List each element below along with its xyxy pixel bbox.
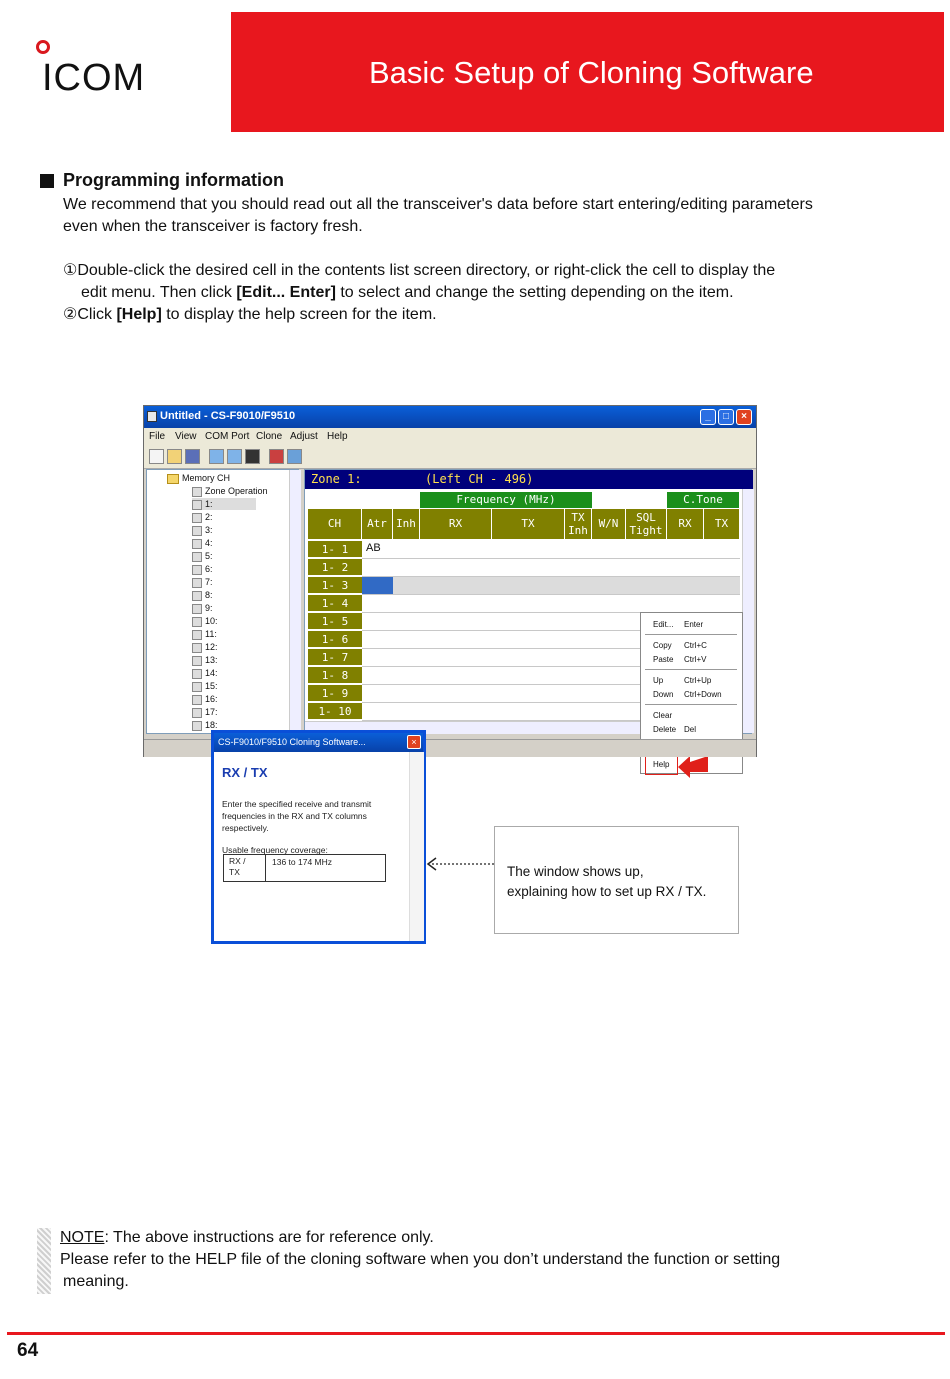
tree-root-label: Memory CH xyxy=(182,473,231,483)
tree-item-label: 17: xyxy=(205,707,218,717)
dialog-title: CS-F9010/F9510 Cloning Software... xyxy=(218,737,366,747)
app-icon xyxy=(147,411,157,422)
menu-help[interactable]: Help xyxy=(327,431,348,442)
step-1-text: Double-click the desired cell in the contents list screen directory, or right-click the cell to display the xyxy=(77,262,776,279)
help-pointer-icon[interactable] xyxy=(287,449,302,464)
menu-label: Up xyxy=(653,676,664,685)
icom-logo xyxy=(34,40,164,100)
tree-zone-operation[interactable] xyxy=(192,485,268,497)
tree-scrollbar[interactable] xyxy=(289,470,301,733)
menu-label: Help xyxy=(653,760,670,769)
maximize-button[interactable]: □ xyxy=(718,409,734,425)
tree-item-label: 5: xyxy=(205,551,213,561)
node-icon xyxy=(192,617,202,627)
tree-item[interactable] xyxy=(192,589,213,601)
menu-label: Delete xyxy=(653,725,677,734)
coverage-column: RX / TX xyxy=(229,856,246,877)
menu-shortcut: Enter xyxy=(684,620,704,629)
dialog-body-2: frequencies in the RX and TX columns xyxy=(222,811,367,821)
section-bullet-icon xyxy=(40,174,54,188)
menu-separator xyxy=(645,634,737,635)
tree-item[interactable] xyxy=(192,550,213,562)
zone-info: (Left CH - 496) xyxy=(425,472,534,486)
node-icon xyxy=(192,643,202,653)
ch-cell[interactable]: 1- 6 xyxy=(308,631,362,648)
node-icon xyxy=(192,695,202,705)
coverage-label: Usable frequency coverage: xyxy=(222,845,328,855)
app-title: Untitled - CS-F9010/F9510 xyxy=(160,410,296,422)
dialog-body-3: respectively. xyxy=(222,823,269,833)
app-titlebar xyxy=(144,406,756,428)
ch-cell[interactable]: 1- 10 xyxy=(308,703,362,720)
app-window-screenshot xyxy=(143,405,757,769)
coverage-table xyxy=(223,854,386,882)
zone-label: Zone 1: xyxy=(311,472,362,486)
callout-line-2: explaining how to set up RX / TX. xyxy=(507,884,707,899)
tree-item[interactable] xyxy=(192,706,218,718)
node-icon xyxy=(192,669,202,679)
tree-item[interactable] xyxy=(192,628,217,640)
callout-line-1: The window shows up, xyxy=(507,864,644,879)
step-2-text-b: to display the help screen for the item. xyxy=(161,306,437,323)
menu-shortcut: Del xyxy=(684,725,697,734)
section-title: Programming information xyxy=(63,170,285,190)
tree-item[interactable] xyxy=(192,615,218,627)
ch-cell[interactable]: 1- 1 xyxy=(308,541,362,558)
ch-cell[interactable]: 1- 2 xyxy=(308,559,362,576)
tree-item[interactable] xyxy=(192,693,218,705)
tree-item-label: 1: xyxy=(205,499,213,509)
menu-up[interactable] xyxy=(653,676,712,685)
atr-value: AB xyxy=(366,542,381,554)
tree-item-label: 13: xyxy=(205,655,218,665)
ch-cell[interactable]: 1- 5 xyxy=(308,613,362,630)
node-icon xyxy=(192,539,202,549)
menu-view[interactable]: View xyxy=(175,431,197,442)
menu-edit-enter[interactable] xyxy=(653,620,704,629)
menu-bar xyxy=(144,428,756,446)
node-icon xyxy=(192,708,202,718)
menu-label: Copy xyxy=(653,641,672,650)
callout-box xyxy=(494,826,739,934)
tree-item-label: 18: xyxy=(205,720,218,730)
tree-item[interactable] xyxy=(192,576,213,588)
intro-line-1: We recommend that you should read out all the transceiver's data before start entering/editing parameters xyxy=(63,196,813,213)
tree-item-label: 11: xyxy=(205,629,217,639)
node-icon xyxy=(192,591,202,601)
page-number: 64 xyxy=(17,1340,39,1361)
ch-cell[interactable]: 1- 3 xyxy=(308,577,362,594)
grid-row[interactable] xyxy=(362,541,740,559)
node-icon xyxy=(192,682,202,692)
callout-text xyxy=(507,862,706,902)
menu-label: Clear xyxy=(653,711,673,720)
grid-row-selected[interactable] xyxy=(362,577,740,595)
dialog-close-button[interactable]: × xyxy=(407,735,421,749)
note-text: : The above instructions are for reference only. xyxy=(104,1229,434,1246)
read-radio-icon[interactable] xyxy=(209,449,224,464)
col-sql-tight[interactable]: SQL Tight xyxy=(626,509,667,539)
tree-item-label: 8: xyxy=(205,590,213,600)
logo-text: ICOM xyxy=(42,57,146,99)
tree-item[interactable] xyxy=(192,680,218,692)
note-line-2: Please refer to the HELP file of the cloning software when you don’t understand the function or setting xyxy=(60,1251,781,1268)
help-dialog xyxy=(211,730,426,944)
tree-item-label: 12: xyxy=(205,642,218,652)
step-2-text-a: Click xyxy=(77,306,117,323)
tree-item[interactable] xyxy=(192,511,213,523)
ch-cell[interactable]: 1- 7 xyxy=(308,649,362,666)
node-icon xyxy=(192,513,202,523)
tree-item[interactable] xyxy=(192,602,213,614)
tree-item-1[interactable] xyxy=(192,498,256,510)
menu-com-port[interactable]: COM Port xyxy=(205,431,250,442)
tool-icon[interactable] xyxy=(269,449,284,464)
new-file-icon[interactable] xyxy=(149,449,164,464)
dialog-body-1: Enter the specified receive and transmit xyxy=(222,799,372,809)
menu-clone[interactable]: Clone xyxy=(256,431,283,442)
dialog-scrollbar[interactable] xyxy=(409,752,424,941)
callout-arrow-icon xyxy=(424,856,496,872)
help-key: [Help] xyxy=(116,306,162,323)
tree-item[interactable] xyxy=(192,524,213,536)
node-icon xyxy=(192,604,202,614)
close-button[interactable]: × xyxy=(736,409,752,425)
node-icon xyxy=(192,656,202,666)
col-tx-inh[interactable]: TX Inh xyxy=(565,509,592,539)
tree-item[interactable] xyxy=(192,563,213,575)
node-icon xyxy=(192,526,202,536)
tree-zone-label: Zone Operation xyxy=(205,486,268,496)
menu-paste[interactable] xyxy=(653,655,707,664)
tree-item[interactable] xyxy=(192,667,218,679)
tree-item-label: 14: xyxy=(205,668,218,678)
red-arrow-icon xyxy=(678,754,710,780)
toolbar xyxy=(144,446,756,469)
note-marker xyxy=(37,1228,51,1294)
menu-down[interactable] xyxy=(653,690,722,699)
note-line-3: meaning. xyxy=(63,1273,129,1290)
node-icon xyxy=(192,552,202,562)
menu-clear[interactable] xyxy=(653,711,672,720)
col-rx[interactable]: RX xyxy=(420,509,492,539)
edit-enter-key: [Edit... Enter] xyxy=(236,284,336,301)
radio-icon[interactable] xyxy=(245,449,260,464)
menu-label: Down xyxy=(653,690,674,699)
tree-item-label: 9: xyxy=(205,603,213,613)
col-tx[interactable]: TX xyxy=(492,509,565,539)
menu-shortcut: Ctrl+V xyxy=(684,655,707,664)
node-icon xyxy=(192,630,202,640)
tree-view[interactable] xyxy=(146,469,299,734)
menu-adjust[interactable]: Adjust xyxy=(290,431,318,442)
col-inh[interactable]: Inh xyxy=(393,509,420,539)
coverage-value: 136 to 174 MHz xyxy=(272,857,333,867)
note-line-1 xyxy=(60,1227,434,1249)
tree-item-label: 4: xyxy=(205,538,213,548)
tree-item[interactable] xyxy=(192,641,218,653)
node-icon xyxy=(192,487,202,497)
menu-shortcut: Ctrl+C xyxy=(684,641,707,650)
ch-cell[interactable]: 1- 9 xyxy=(308,685,362,702)
col-ctone-rx[interactable]: RX xyxy=(667,509,704,539)
menu-copy[interactable] xyxy=(653,641,707,650)
menu-shortcut: Ctrl+Down xyxy=(684,690,722,699)
minimize-button[interactable]: _ xyxy=(700,409,716,425)
zone-bar xyxy=(305,470,753,489)
tree-item[interactable] xyxy=(192,654,218,666)
menu-label: Edit... xyxy=(653,620,674,629)
tree-item-label: 10: xyxy=(205,616,218,626)
channel-grid[interactable] xyxy=(304,469,752,769)
col-ch[interactable]: CH xyxy=(308,509,362,539)
selected-cell[interactable] xyxy=(362,577,393,594)
tree-item-label: 16: xyxy=(205,694,218,704)
node-icon xyxy=(192,721,202,731)
frequency-group-header: Frequency (MHz) xyxy=(420,492,592,508)
note-label: NOTE xyxy=(60,1229,105,1246)
page-title: Basic Setup of Cloning Software xyxy=(369,55,814,90)
ctone-group-header: C.Tone xyxy=(667,492,739,508)
menu-shortcut: Ctrl+Up xyxy=(684,676,712,685)
grid-row[interactable] xyxy=(362,595,740,613)
tree-item-label: 7: xyxy=(205,577,213,587)
tree-root[interactable] xyxy=(167,472,230,484)
node-icon xyxy=(192,565,202,575)
menu-label: Paste xyxy=(653,655,674,664)
dialog-heading: RX / TX xyxy=(222,765,268,780)
ch-cell[interactable]: 1- 4 xyxy=(308,595,362,612)
tree-item[interactable] xyxy=(192,537,213,549)
node-icon xyxy=(192,500,202,510)
intro-line-2: even when the transceiver is factory fresh. xyxy=(63,218,363,235)
grid-row[interactable] xyxy=(362,559,740,577)
menu-separator xyxy=(645,669,737,670)
open-folder-icon[interactable] xyxy=(167,449,182,464)
step-1-line-1 xyxy=(63,260,775,282)
step-2-number: ② xyxy=(63,306,78,323)
col-wn[interactable]: W/N xyxy=(592,509,626,539)
step-1-text-a: edit menu. Then click xyxy=(81,284,237,301)
step-1-text-b: to select and change the setting depending on the item. xyxy=(335,284,734,301)
node-icon xyxy=(192,578,202,588)
menu-delete[interactable] xyxy=(653,725,697,734)
grid-scrollbar[interactable] xyxy=(742,489,754,733)
tree-item-label: 2: xyxy=(205,512,213,522)
menu-file[interactable]: File xyxy=(149,431,166,442)
menu-separator xyxy=(645,704,737,705)
logo-ring-icon xyxy=(36,40,50,54)
tree-item-label: 15: xyxy=(205,681,218,691)
dialog-titlebar xyxy=(214,733,423,752)
col-ctone-tx[interactable]: TX xyxy=(704,509,740,539)
step-2-line xyxy=(63,304,437,326)
step-1-number: ① xyxy=(63,262,78,279)
tree-item-label: 3: xyxy=(205,525,213,535)
ch-cell[interactable]: 1- 8 xyxy=(308,667,362,684)
col-atr[interactable]: Atr xyxy=(362,509,393,539)
footer-rule xyxy=(7,1332,945,1335)
write-radio-icon[interactable] xyxy=(227,449,242,464)
save-icon[interactable] xyxy=(185,449,200,464)
step-1-line-2 xyxy=(81,282,734,304)
folder-icon xyxy=(167,474,179,484)
tree-item-label: 6: xyxy=(205,564,213,574)
